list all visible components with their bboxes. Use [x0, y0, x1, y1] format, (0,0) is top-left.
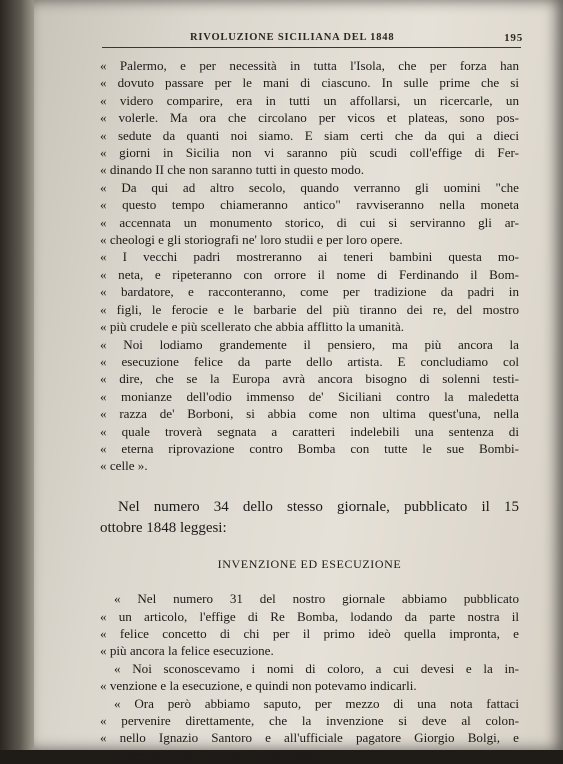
- text-line: « cheologi e gli storiografi ne' loro studii e per loro opere.: [100, 232, 403, 248]
- quoted-article-2: [100, 590, 519, 764]
- text-line: « venzione e la esecuzione, e quindi non potevamo indicarli.: [100, 678, 417, 694]
- text-line: « celle ».: [100, 458, 148, 474]
- quoted-article-1: [100, 57, 519, 475]
- text-line: « Da qui ad altro secolo, quando verranno gli uomini "che: [100, 179, 519, 195]
- text-line: « Noi lodiamo grandemente il pensiero, ma più ancora la: [100, 336, 519, 352]
- text-line: « eterna riprovazione contro Bomba con tutte le sue Bombi-: [100, 440, 519, 456]
- text-line: « nello Ignazio Santoro e all'ufficiale pagatore Giorgio Bolgi, e: [100, 730, 519, 746]
- text-line: « Noi sconoscevamo i nomi di coloro, a cui devesi e la in-: [114, 660, 519, 676]
- text-line: « accennata un monumento storico, di cui si serviranno gli ar-: [100, 214, 519, 230]
- book-spine-shadow: [0, 0, 34, 750]
- text-line: « I vecchi padri mostreranno ai teneri bambini questa mo-: [100, 249, 519, 265]
- header-rule: [102, 47, 521, 48]
- text-line: « dinando II che non saranno tutti in questo modo.: [100, 162, 365, 178]
- text-line: « dire, che se la Europa avrà ancora bisogno di solenni testi-: [100, 371, 519, 387]
- text-line: « dovuto passare per le mani di ciascuno. In sulle prime che si: [100, 75, 519, 91]
- text-line: « sedute da quanti noi siamo. E siam certi che da qui a dieci: [100, 127, 519, 143]
- text-line: « bardatore, e racconteranno, come per tradizione da padri in: [100, 284, 519, 300]
- text-line: « Nel numero 31 del nostro giornale abbiamo pubblicato: [114, 591, 519, 607]
- text-line: « videro comparire, era in tutti un affollarsi, un ricercarle, un: [100, 92, 519, 108]
- text-line: « razza de' Borboni, si abbia come non ultima quest'una, nella: [100, 406, 519, 422]
- text-line: « Ora però abbiamo saputo, per mezzo di una nota fattaci: [114, 695, 519, 711]
- text-line: « la esecuzione al capitano Gaetano Barrile.: [100, 747, 331, 763]
- text-line: « figli, le ferocie e le barbarie del più tiranno dei re, del mostro: [100, 301, 519, 317]
- text-line: « esecuzione felice da parte dello artista. E concludiamo col: [100, 353, 519, 369]
- page-number: 195: [504, 32, 523, 44]
- text-line: « quale troverà segnata a caratteri indelebili una sentenza di: [100, 423, 519, 439]
- running-title: RIVOLUZIONE SICILIANA DEL 1848: [190, 32, 395, 43]
- section-heading: INVENZIONE ED ESECUZIONE: [217, 556, 402, 571]
- text-line: « più ancora la felice esecuzione.: [100, 643, 274, 659]
- text-line: « volerle. Ma ora che circolano per vicos et plateas, sono pos-: [100, 110, 519, 126]
- text-line: « felice concetto di chi per il primo ideò quella impronta, e: [100, 625, 519, 641]
- text-line: « più crudele e più scellerato che abbia afflitto la umanità.: [100, 319, 405, 335]
- text-line: « un articolo, l'effige di Re Bomba, lodando da parte nostra il: [100, 608, 519, 624]
- page-body: [100, 57, 519, 764]
- text-line: « giorni in Sicilia non vi saranno più scudi coll'effige di Fer-: [100, 145, 519, 161]
- text-line: Nel numero 34 dello stesso giornale, pubblicato il 15: [118, 498, 519, 515]
- narration-paragraph: [100, 497, 519, 539]
- text-line: « monianze dell'odio immenso de' Siciliani contro la maledetta: [100, 388, 519, 404]
- text-line: « Palermo, e per necessità in tutta l'Isola, che per forza han: [100, 58, 519, 73]
- text-line: « questo tempo chiameranno antico" ravviseranno nella moneta: [100, 197, 519, 213]
- text-line: « neta, e ripeteranno con orrore il nome di Ferdinando il Bom-: [100, 266, 519, 282]
- running-header: [190, 32, 523, 48]
- text-line: ottobre 1848 leggesi:: [100, 519, 227, 536]
- text-line: « pervenire direttamente, che la invenzione si deve al colon-: [100, 713, 519, 728]
